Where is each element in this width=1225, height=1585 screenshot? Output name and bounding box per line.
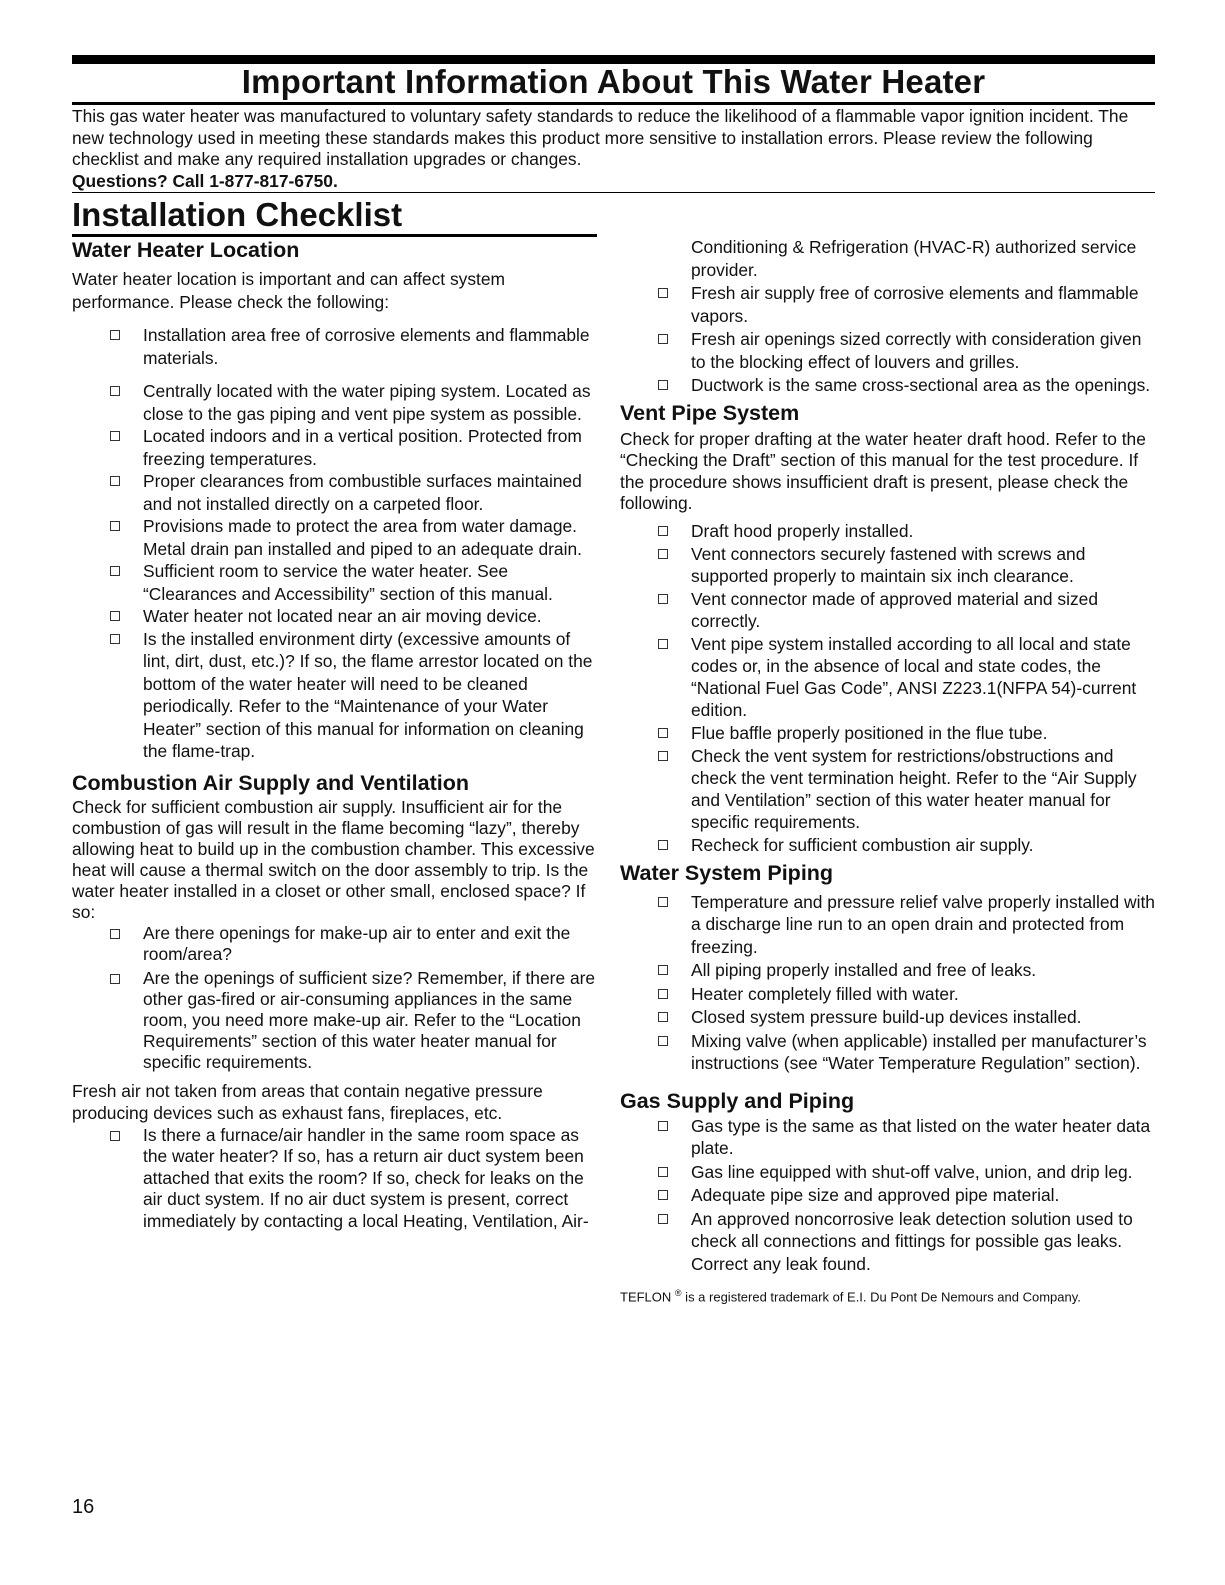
checklist-item[interactable]: Vent pipe system installed according to all local and state codes or, in the absence of local and state codes, the “National Fuel Gas Code”, ANSI Z223.1(NFPA 54)-current edition.	[648, 633, 1160, 721]
vent-intro: Check for proper drafting at the water heater draft hood. Refer to the “Checking the Draft” section of this manual for the test procedure. If the procedure shows insufficient draft is present, please check the following.	[620, 428, 1146, 513]
checklist-item[interactable]: Gas line equipped with shut-off valve, union, and drip leg.	[648, 1161, 1160, 1184]
questions-phone: Questions? Call 1-877-817-6750.	[72, 170, 338, 191]
checkbox-icon[interactable]	[658, 989, 668, 999]
section-heading-vent: Vent Pipe System	[620, 400, 800, 425]
footnote-brand: TEFLON	[620, 1289, 672, 1305]
checkbox-icon[interactable]	[658, 526, 668, 536]
intro-text: This gas water heater was manufactured to voluntary safety standards to reduce the likelihood of a flammable vapor ignition incident. The new technology used in meeting these standards makes this product more sensitive to installation errors. Please review the following checklist and make any required installation upgrades or changes.	[72, 106, 1129, 169]
checklist-item[interactable]: Sufficient room to service the water heater. See “Clearances and Accessibility” section of this manual.	[100, 560, 600, 605]
checkbox-icon[interactable]	[110, 330, 120, 340]
checkbox-icon[interactable]	[658, 594, 668, 604]
checkbox-icon[interactable]	[658, 965, 668, 975]
checkbox-icon[interactable]	[658, 549, 668, 559]
registered-mark: ®	[674, 1288, 682, 1298]
fresh-air-note: Fresh air not taken from areas that contain negative pressure producing devices such as exhaust fans, fireplaces, etc.	[72, 1080, 543, 1123]
checkbox-icon[interactable]	[110, 386, 120, 396]
page-number: 16	[72, 1496, 95, 1518]
section-heading-location: Water Heater Location	[72, 238, 300, 262]
checklist-item[interactable]: Adequate pipe size and approved pipe material.	[648, 1184, 1160, 1207]
trademark-footnote	[620, 1284, 1160, 1306]
checkbox-icon[interactable]	[658, 1121, 668, 1131]
checklist-title: Installation Checklist	[72, 196, 403, 233]
checklist-item[interactable]: Heater completely filled with water.	[648, 983, 1160, 1006]
location-checklist	[72, 324, 600, 763]
checklist-item[interactable]: Closed system pressure build-up devices installed.	[648, 1006, 1160, 1029]
checklist-item[interactable]: Recheck for sufficient combustion air supply.	[648, 834, 1160, 856]
checkbox-icon[interactable]	[110, 521, 120, 531]
checklist-item[interactable]: Is there a furnace/air handler in the same room space as the water heater? If so, has a return air duct system been attached that exits the room? If so, check for leaks on the air duct system. If no air duct system is present, correct immediately by contacting a local Heating, Ventilation, Air-	[100, 1125, 600, 1233]
checkbox-icon[interactable]	[110, 476, 120, 486]
page-title: Important Information About This Water Heater	[241, 63, 986, 100]
checklist-item[interactable]: Fresh air supply free of corrosive elements and flammable vapors.	[648, 282, 1160, 327]
footnote-text: is a registered trademark of E.I. Du Pont De Nemours and Company.	[681, 1289, 1081, 1305]
checkbox-icon[interactable]	[658, 897, 668, 907]
checkbox-icon[interactable]	[658, 1167, 668, 1177]
location-intro: Water heater location is important and can affect system performance. Please check the following:	[72, 269, 506, 312]
fresh-air-checklist	[620, 282, 1160, 397]
checklist-item[interactable]: Fresh air openings sized correctly with consideration given to the blocking effect of louvers and grilles.	[648, 328, 1160, 373]
checkbox-icon[interactable]	[658, 1190, 668, 1200]
intro-block	[72, 106, 1155, 192]
checklist-item[interactable]: Mixing valve (when applicable) installed per manufacturer’s instructions (see “Water Temperature Regulation” section).	[648, 1030, 1160, 1075]
checkbox-icon[interactable]	[110, 929, 120, 939]
checkbox-icon[interactable]	[110, 431, 120, 441]
checklist-item[interactable]: Flue baffle properly positioned in the flue tube.	[648, 722, 1160, 744]
checklist-item[interactable]: Proper clearances from combustible surfaces maintained and not installed directly on a carpeted floor.	[100, 470, 600, 515]
checkbox-icon[interactable]	[658, 288, 668, 298]
checklist-item[interactable]: Located indoors and in a vertical position. Protected from freezing temperatures.	[100, 425, 600, 470]
right-column	[620, 236, 1160, 1306]
checklist-item[interactable]: Gas type is the same as that listed on the water heater data plate.	[648, 1115, 1160, 1160]
gas-checklist	[620, 1115, 1160, 1276]
checkbox-icon[interactable]	[658, 751, 668, 761]
checklist-item[interactable]: Check the vent system for restrictions/obstructions and check the vent termination height. Refer to the “Air Supply and Ventilation” section of this water heater manual for specific requirements.	[648, 745, 1160, 833]
combustion-intro: Check for sufficient combustion air supply. Insufficient air for the combustion of gas will result in the flame becoming “lazy”, thereby allowing heat to build up in the combustion chamber. This excessive heat will cause a thermal switch on the door assembly to trip. Is the water heater installed in a closet or other small, enclosed space? If so:	[72, 796, 595, 922]
checkbox-icon[interactable]	[658, 334, 668, 344]
section-heading-water: Water System Piping	[620, 860, 834, 885]
checklist-item[interactable]: Installation area free of corrosive elements and flammable materials.	[100, 324, 600, 369]
checkbox-icon[interactable]	[658, 639, 668, 649]
section-heading-combustion: Combustion Air Supply and Ventilation	[72, 770, 469, 795]
checklist-item[interactable]: All piping properly installed and free of leaks.	[648, 959, 1160, 982]
checklist-item[interactable]: Vent connectors securely fastened with screws and supported properly to maintain six inch clearance.	[648, 543, 1160, 587]
checkbox-icon[interactable]	[658, 728, 668, 738]
checkbox-icon[interactable]	[658, 1012, 668, 1022]
checkbox-icon[interactable]	[110, 1131, 120, 1141]
checkbox-icon[interactable]	[110, 634, 120, 644]
left-column	[72, 236, 600, 1232]
checkbox-icon[interactable]	[110, 974, 120, 984]
checklist-item[interactable]: Are there openings for make-up air to enter and exit the room/area?	[100, 923, 600, 965]
checkbox-icon[interactable]	[658, 1036, 668, 1046]
checklist-item[interactable]: Are the openings of sufficient size? Remember, if there are other gas-fired or air-consuming appliances in the same room, you need more make-up air. Refer to the “Location Requirements” section of this water heater manual for specific requirements.	[100, 968, 600, 1073]
combustion-checklist	[72, 923, 600, 1073]
checklist-item[interactable]: Temperature and pressure relief valve properly installed with a discharge line run to an open drain and protected from freezing.	[648, 891, 1160, 959]
title-rule	[72, 102, 1155, 105]
checklist-item[interactable]: An approved noncorrosive leak detection solution used to check all connections and fittings for possible gas leaks. Correct any leak found.	[648, 1208, 1160, 1276]
checklist-item[interactable]: Ductwork is the same cross-sectional area as the openings.	[648, 374, 1160, 397]
checkbox-icon[interactable]	[110, 611, 120, 621]
checklist-item[interactable]: Vent connector made of approved material and sized correctly.	[648, 588, 1160, 632]
checklist-item[interactable]: Centrally located with the water piping system. Located as close to the gas piping and vent pipe system as possible.	[100, 380, 600, 425]
furnace-item-continued: Conditioning & Refrigeration (HVAC-R) authorized service provider.	[691, 237, 1137, 280]
checklist-item[interactable]: Draft hood properly installed.	[648, 520, 1160, 542]
water-checklist	[620, 891, 1160, 1075]
intro-rule	[72, 192, 1155, 193]
checklist-item[interactable]: Provisions made to protect the area from water damage. Metal drain pan installed and piped to an adequate drain.	[100, 515, 600, 560]
checkbox-icon[interactable]	[110, 566, 120, 576]
checkbox-icon[interactable]	[658, 380, 668, 390]
checkbox-icon[interactable]	[658, 840, 668, 850]
checklist-item[interactable]: Water heater not located near an air moving device.	[100, 605, 600, 628]
section-heading-gas: Gas Supply and Piping	[620, 1088, 855, 1113]
checkbox-icon[interactable]	[658, 1214, 668, 1224]
furnace-checklist	[72, 1125, 600, 1233]
vent-checklist	[620, 520, 1160, 856]
checklist-item[interactable]: Is the installed environment dirty (excessive amounts of lint, dirt, dust, etc.)? If so, the flame arrestor located on the bottom of the water heater will need to be cleaned periodically. Refer to the “Maintenance of your Water Heater” section of this manual for information on cleaning the flame-trap.	[100, 628, 600, 763]
